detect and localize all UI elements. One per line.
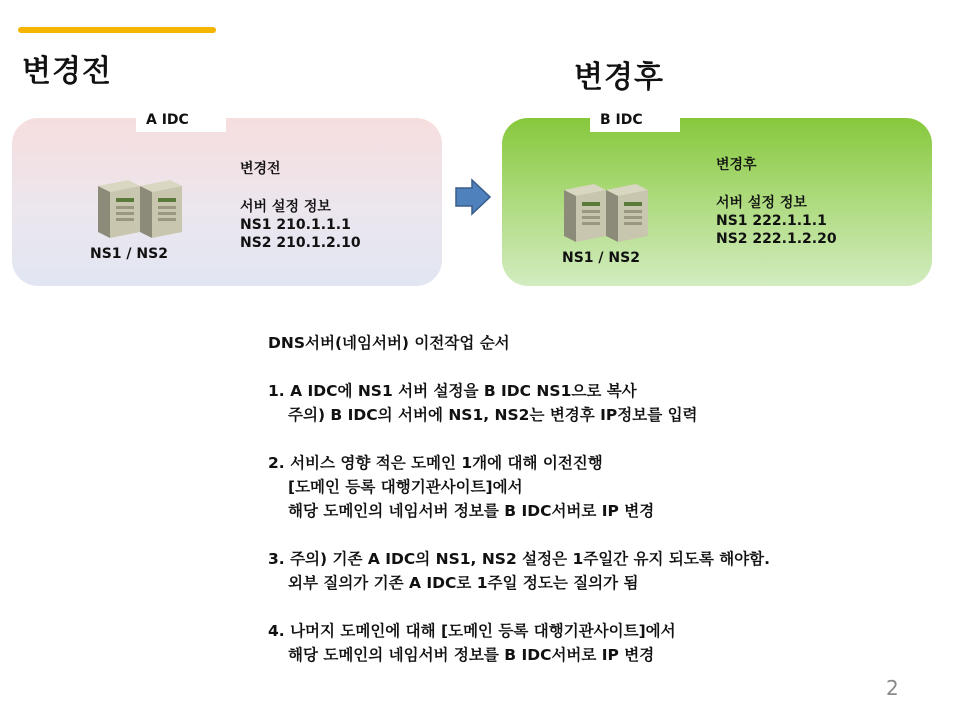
step-3-line-2: 외부 질의가 기존 A IDC로 1주일 정도는 질의가 됨 (288, 574, 639, 592)
accent-bar (18, 27, 216, 33)
step-2-line-1: 2. 서비스 영향 적은 도메인 1개에 대해 이전진행 (268, 454, 603, 472)
migration-procedure (268, 331, 908, 667)
idc-b-ns-label: NS1 / NS2 (562, 250, 640, 266)
step-1-line-2: 주의) B IDC의 서버에 NS1, NS2는 변경후 IP정보를 입력 (288, 406, 698, 424)
idc-a-label: A IDC (136, 110, 226, 132)
idc-b-server-info (716, 156, 837, 248)
step-4-line-1: 4. 나머지 도메인에 대해 [도메인 등록 대행기관사이트]에서 (268, 622, 676, 640)
before-heading: 변경전 (22, 54, 112, 89)
idc-b-ns2: NS2 222.1.2.20 (716, 231, 837, 247)
step-4-line-2: 해당 도메인의 네임서버 정보를 B IDC서버로 IP 변경 (288, 646, 655, 664)
step-3-line-1: 3. 주의) 기존 A IDC의 NS1, NS2 설정은 1주일간 유지 되도록 해야함. (268, 550, 771, 568)
idc-a-ns1: NS1 210.1.1.1 (240, 217, 351, 233)
procedure-title: DNS서버(네임서버) 이전작업 순서 (268, 334, 510, 352)
server-tower-icon (92, 176, 188, 242)
idc-a-server-info (240, 160, 361, 252)
idc-a-box (12, 112, 442, 286)
idc-a-ns2: NS2 210.1.2.10 (240, 235, 361, 251)
idc-a-ns-label: NS1 / NS2 (90, 246, 168, 262)
step-1-line-1: 1. A IDC에 NS1 서버 설정을 B IDC NS1으로 복사 (268, 382, 637, 400)
idc-a-stage: 변경전 (240, 161, 281, 177)
idc-b-stage: 변경후 (716, 157, 757, 173)
idc-b-box (502, 112, 932, 286)
idc-b-label: B IDC (590, 110, 680, 132)
idc-a-info-title: 서버 설정 정보 (240, 199, 331, 215)
page-number: 2 (886, 676, 899, 700)
step-2-line-2: [도메인 등록 대행기관사이트]에서 (288, 478, 523, 496)
right-arrow-icon (455, 178, 491, 216)
idc-b-ns1: NS1 222.1.1.1 (716, 213, 827, 229)
step-2-line-3: 해당 도메인의 네임서버 정보를 B IDC서버로 IP 변경 (288, 502, 655, 520)
idc-b-info-title: 서버 설정 정보 (716, 195, 807, 211)
after-heading: 변경후 (574, 60, 664, 95)
server-tower-icon (558, 180, 654, 246)
